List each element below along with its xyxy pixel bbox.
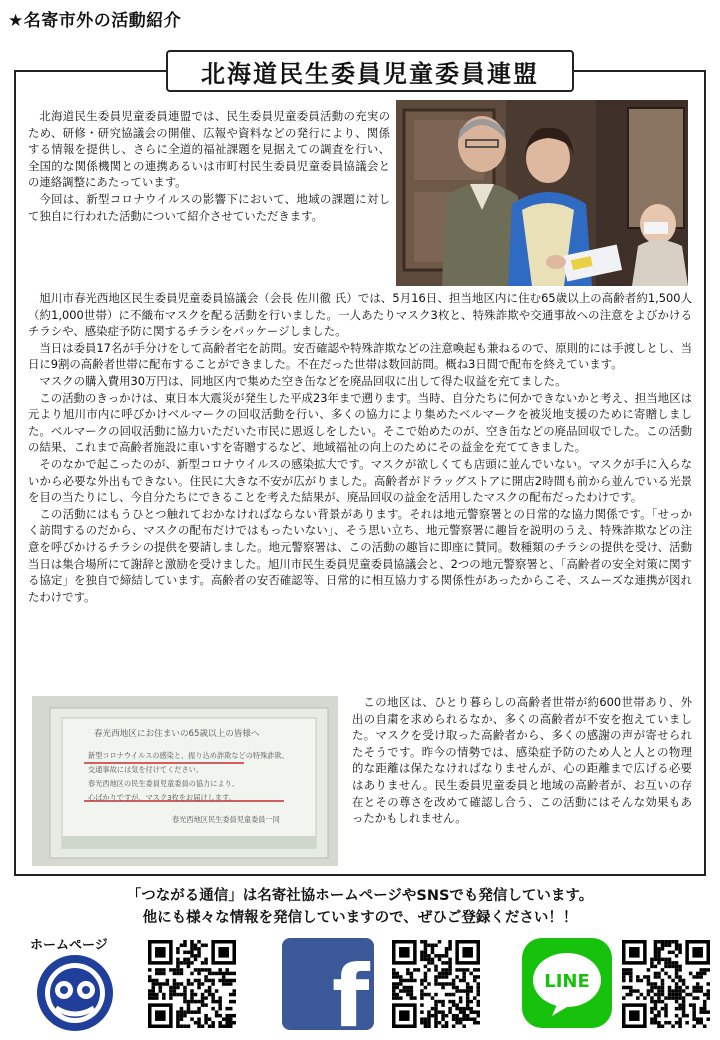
qr-code-icon[interactable]	[622, 940, 710, 1028]
facebook-logo-icon[interactable]	[282, 938, 374, 1030]
closing-text	[352, 694, 692, 827]
leaflet-signature: 春光西地区民生委員児童委員一同	[172, 815, 280, 824]
homepage-label: ホームページ	[30, 938, 108, 953]
qr-code-icon[interactable]	[148, 940, 236, 1028]
frame-line	[14, 70, 16, 876]
mask-package-photo	[32, 696, 338, 866]
intro-paragraph: 今回は、新型コロナウイルスの影響下において、地域の課題に対して独自に行われた活動について紹介させていただきます。	[28, 191, 390, 223]
body-paragraph: この活動のきっかけは、東日本大震災が発生した平成23年まで遡ります。当時、自分たちに何かできないかと考え、担当地区は元より旭川市内に呼びかけベルマークの回収活動を行い、多くの協力により集めたベルマークを被災地支援のために寄贈しました。ベルマークの回収活動に協力いただいた市民に恩返しをしたい。そこで始めたのが、空き缶などの廃品回収でした。この活動の結果、これまで高齢者施設に車いすを寄贈するなど、地域福祉の向上のためにその益金を充ててきました。	[28, 390, 692, 455]
leaflet-line: 交通事故には気を付けてください。	[88, 765, 204, 774]
article-title: 北海道民生委員児童委員連盟	[166, 50, 574, 92]
leaflet-line: 春光西地区の民生委員児童委員の協力により、	[88, 779, 239, 788]
line-logo-text: LINE	[544, 971, 590, 992]
closing-paragraph: この地区は、ひとり暮らしの高齢者世帯が約600世帯あり、外出の自粛を求められるなか、多くの高齢者が不安を抱えていました。マスクを受け取った高齢者から、多くの感謝の声が寄せられたそうです。昨今の情勢では、感染症予防のため人と人との物理的な距離は保たなければなりませんが、心の距離まで広げる必要はありません。民生委員児童委員と地域の高齢者が、お互いの存在とその尊さを改めて確認し合う、この活動にはそんな効果もあったかもしれません。	[352, 695, 692, 826]
footer-line: 「つながる通信」は名寄社協ホームページやSNSでも発信しています。	[126, 888, 594, 904]
leaflet-heading: 春光西地区にお住まいの65歳以上の皆様へ	[94, 729, 260, 739]
footer-line: 他にも様々な情報を発信していますので、ぜひご登録ください！！	[142, 910, 578, 926]
frame-line	[574, 70, 706, 72]
body-paragraph: 旭川市春光西地区民生委員児童委員協議会（会長 佐川徹 氏）では、5月16日、担当地区内に住む65歳以上の高齢者約1,500人（約1,000世帯）に不織布マスクを配る活動を行いました。一人あたりマスク3枚と、特殊詐欺や交通事故への注意をよびかけるチラシや、感染症予防に関するチラシをパッケージしました。	[28, 291, 692, 339]
body-text	[28, 290, 692, 605]
frame-line	[14, 874, 706, 876]
body-paragraph: そのなかで起こったのが、新型コロナウイルスの感染拡大です。マスクが欲しくても店頭に並んでいない。マスクが手に入らないから必要な外出もできない。住民に大きな不安が広がりました。高齢者がドラッグストアに開店2時間も前から並んでいる光景を目の当たりにし、今自分たちにできることを考えた結果が、廃品回収の益金を活用したマスクの配布だったわけです。	[28, 456, 692, 505]
volunteers-photo-illustration	[396, 100, 688, 286]
frame-line	[704, 70, 706, 876]
intro-text	[28, 108, 390, 224]
section-label: ★名寄市外の活動紹介	[8, 11, 182, 31]
leaflet-line: 新型コロナウイルスの感染と、振り込め詐欺などの特殊詐欺、	[88, 751, 289, 760]
facebook-letter: f	[332, 947, 370, 1030]
frame-line	[14, 70, 166, 72]
qr-code-icon[interactable]	[392, 940, 480, 1028]
leaflet-line: 心ばかりですが、マスク3枚をお届けします。	[88, 793, 236, 802]
homepage-logo-icon[interactable]	[34, 952, 116, 1034]
volunteers-photo	[396, 100, 688, 286]
body-paragraph: この活動にはもうひとつ触れておかなければならない背景があります。それは地元警察署との日常的な協力関係です。「せっかく訪問するのだから、マスクの配布だけではもったいない」、そう思い立ち、地元警察署に趣旨を説明のうえ、特殊詐欺などの注意を呼びかけるチラシの提供を要請しました。地元警察署は、この活動の趣旨に即座に賛同。数種類のチラシの提供を受け、活動当日は集合場所にて謝辞と激励を受けました。旭川市民生委員児童委員協議会と、2つの地元警察署と、「高齢者の安全対策に関する協定」を独自で締結しています。高齢者の安否確認等、日常的に相互協力する関係性があったからこそ、スムーズな連携が図れたわけです。	[28, 506, 692, 604]
body-paragraph: マスクの購入費用30万円は、同地区内で集めた空き缶などを廃品回収に出して得た収益を充てました。	[39, 373, 567, 388]
line-logo-icon[interactable]	[522, 938, 612, 1028]
intro-paragraph: 北海道民生委員児童委員連盟では、民生委員児童委員活動の充実のため、研修・研究協議会の開催、広報や資料などの発行により、関係する情報を提供し、さらに全道的福祉課題を見据えての調査を行い、全国的な関係機関との連携あるいは市町村民生委員児童委員協議会との連絡調整にあたっています。	[28, 109, 390, 190]
mask-package-illustration	[32, 696, 338, 866]
body-paragraph: 当日は委員17名が手分けをして高齢者宅を訪問。安否確認や特殊詐欺などの注意喚起も兼ねるので、原則的には手渡しとし、当日に9割の高齢者世帯に配布することができました。不在だった世帯は数回訪問。概ね3日間で配布を終えています。	[28, 340, 692, 372]
